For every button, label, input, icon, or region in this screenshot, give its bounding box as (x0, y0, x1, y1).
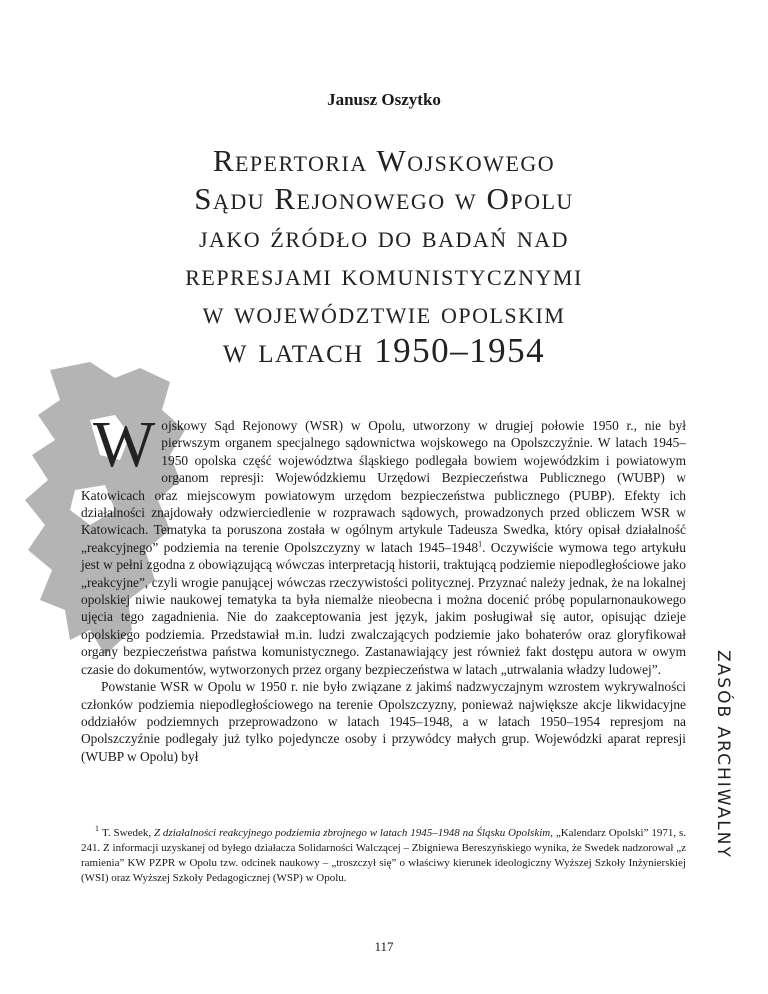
drop-cap: W (93, 408, 156, 481)
article-body (81, 408, 686, 765)
title-line: w województwie opolskim (202, 295, 566, 330)
paragraph-text: ojskowy Sąd Rejonowy (WSR) w Opolu, utworzony w drugiej połowie 1950 r., nie był pierwszym organem specjalnego sądownictwa wojskowego na Opolszczyźnie. W latach 1945–1950 opolska część województwa śląskiego podlegała bowiem wojewódzkim i powiatowym organom represji: Wojewódzkiemu Urzędowi Bezpieczeństwa Publicznego (WUBP) w Katowicach oraz miejscowym powiatowym urzędom bezpieczeństwa publicznego (PUBP). Efekty ich działalności znajdowały odzwierciedlenie w rozprawach sądowych, prowadzonych przed obliczem WSR w Katowicach. Tematyka ta poruszona została w ogólnym artykule Tadeusza Swedka, który opisał działalność „reakcyjnego” podziemia na terenie Opolszczyzny w latach 1945–1948 (81, 418, 686, 555)
title-line: Repertoria Wojskowego (212, 143, 556, 178)
footnote-text: T. Swedek, (102, 827, 154, 839)
author-name: Janusz Oszytko (327, 90, 441, 109)
footnote-number: 1 (95, 824, 99, 834)
title-line: w latach 1950–1954 (222, 331, 546, 370)
article-title (84, 142, 684, 370)
footnote-cited-title: Z działalności reakcyjnego podziemia zbrojnego w latach 1945–1948 na Śląsku Opolskim (153, 827, 551, 839)
page-number: 117 (374, 939, 394, 954)
paragraph-text: . Oczywiście wymowa tego artykułu jest w pełni zgodna z obowiązującą wówczas interpretacją historii, traktującą podziemie niepodległościowe jako „reakcyjne”, czyli wrogie panującej wówczas rzeczywistości politycznej. Przyznać należy jednak, że na lokalnej opolskiej niwie naukowej tematyka ta była niemalże nieobecna i można docenić próbę popularnonaukowego ujęcia tego zagadnienia. Nie do zaakceptowania jest język, jakim posługiwał się autor, opisując dzieje opolskiego podziemia. Przedstawiał m.in. ludzi zwalczających podziemie jako bohaterów oraz gloryfikował organy bezpieczeństwa państwa komunistycznego. Zastanawiający jest również fakt dostępu autora w owym czasie do dokumentów, wytworzonych przez organy bezpieczeństwa w latach „utrwalania władzy ludowej”. (81, 539, 686, 677)
section-side-label: ZASÓB ARCHIWALNY (713, 650, 733, 859)
footnote-text: , „Kalendarz Opolski” 1971, s. 241. Z informacji uzyskanej od byłego działacza Solidarności Walczącej – Zbigniewa Bereszyńskiego wynika, że Swedek nadzorował „z ramienia” KW PZPR w Opolu tzw. odcinek naukowy – „troszczył się” o właściwy kierunek ideologiczny Wyższej Szkoły Inżynierskiej (WSI) oraz Wyższej Szkoły Pedagogicznej (WSP) w Opolu. (81, 827, 686, 884)
paragraph: Powstanie WSR w Opolu w 1950 r. nie było związane z jakimś nadzwyczajnym wzrostem wykrywalności członków podziemia niepodległościowego na terenie Opolszczyzny, ponieważ największe akcje likwidacyjne oddziałów podziemnych przeprowadzono w latach 1945–1948, a w latach 1950–1954 represjom na Opolszczyźnie podlegały już tylko pojedyncze osoby i przywódcy małych grup. Wojewódzki aparat represji (WUBP w Opolu) był (81, 679, 686, 764)
title-line: represjami komunistycznymi (185, 257, 583, 292)
footnote-ref[interactable]: 1 (478, 539, 483, 549)
title-line: Sądu Rejonowego w Opolu (194, 181, 574, 216)
title-line: jako źródło do badań nad (198, 219, 570, 254)
footnote (81, 826, 686, 886)
paragraph (81, 408, 686, 678)
